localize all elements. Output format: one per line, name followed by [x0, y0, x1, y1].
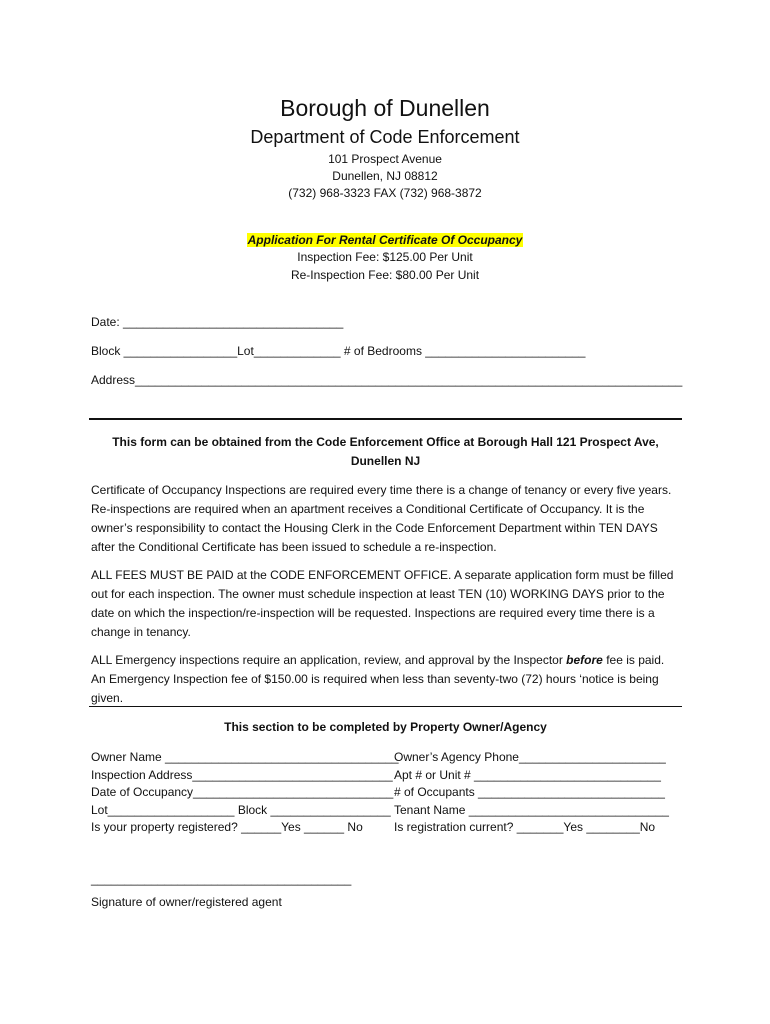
- block-lot-bedrooms-field[interactable]: Block _________________Lot_____________ # of Bedrooms ________________________: [91, 344, 586, 358]
- occupants-field[interactable]: # of Occupants ____________________________: [394, 785, 665, 799]
- owner-name-field[interactable]: Owner Name ___________________________________: [91, 750, 399, 764]
- tenant-name-field[interactable]: Tenant Name ______________________________: [394, 803, 669, 817]
- form-availability-notice: This form can be obtained from the Code Enforcement Office at Borough Hall 121 Prospect Ave, Dunellen NJ: [112, 435, 659, 468]
- inspection-address-field[interactable]: Inspection Address______________________________: [91, 768, 393, 782]
- registration-row: [91, 820, 683, 834]
- lot-block-field[interactable]: Lot___________________ Block __________________: [91, 803, 391, 817]
- emergency-text-end: fee is paid. An Emergency Inspection fee of $150.00 is required when less than seventy-two (72) hours ‘notice is being given.: [91, 653, 665, 705]
- signature-label: Signature of owner/registered agent: [91, 895, 282, 909]
- paragraph-fees: ALL FEES MUST BE PAID at the CODE ENFORCEMENT OFFICE. A separate application form must be filled out for each inspection. The owner must schedule inspection at least TEN (10) WORKING DAYS prior to the date on which the inspection/re-inspection will be requested. Inspections are required every time there is a change in tenancy.: [91, 568, 674, 639]
- borough-title: Borough of Dunellen: [280, 95, 490, 121]
- address-field[interactable]: Address__________________________________________________________________________________: [91, 373, 683, 387]
- section-divider-thick: [89, 418, 682, 420]
- date-of-occupancy-field[interactable]: Date of Occupancy______________________________: [91, 785, 394, 799]
- application-title: [0, 233, 770, 247]
- owner-section-title: This section to be completed by Property Owner/Agency: [224, 720, 547, 734]
- date-field[interactable]: Date: _________________________________: [91, 315, 344, 329]
- emergency-text-start: ALL Emergency inspections require an application, review, and approval by the Inspector: [91, 653, 567, 667]
- property-registered-field[interactable]: Is your property registered? ______Yes ______ No: [91, 820, 363, 834]
- application-title-highlight: Application For Rental Certificate Of Occupancy: [247, 233, 523, 247]
- occupancy-row: [91, 785, 683, 799]
- inspection-address-row: [91, 768, 683, 782]
- department-name: Department of Code Enforcement: [250, 127, 520, 147]
- address-city: Dunellen, NJ 08812: [332, 169, 438, 183]
- paragraph-co-inspections: Certificate of Occupancy Inspections are required every time there is a change of tenancy or every five years. Re-inspections are required when an apartment receives a Conditional Certificate of Occupancy. It is the owner’s responsibility to contact the Housing Clerk in the Code Enforcement Department within TEN DAYS after the Conditional Certificate has been issued to schedule a re-inspection.: [91, 483, 672, 554]
- signature-line[interactable]: _______________________________________: [91, 872, 352, 886]
- agency-phone-field[interactable]: Owner’s Agency Phone______________________: [394, 750, 666, 764]
- paragraph-emergency: [91, 651, 681, 708]
- apt-unit-field[interactable]: Apt # or Unit # ____________________________: [394, 768, 661, 782]
- phone-fax: (732) 968-3323 FAX (732) 968-3872: [288, 186, 482, 200]
- section-divider-thin: [89, 706, 682, 707]
- address-street: 101 Prospect Avenue: [328, 152, 442, 166]
- registration-current-field[interactable]: Is registration current? _______Yes ________No: [394, 820, 656, 834]
- lot-block-tenant-row: [91, 803, 683, 817]
- reinspection-fee: Re-Inspection Fee: $80.00 Per Unit: [290, 268, 480, 282]
- owner-row: [91, 750, 683, 764]
- inspection-fee: Inspection Fee: $125.00 Per Unit: [297, 250, 473, 264]
- emergency-emphasis: before: [566, 653, 603, 667]
